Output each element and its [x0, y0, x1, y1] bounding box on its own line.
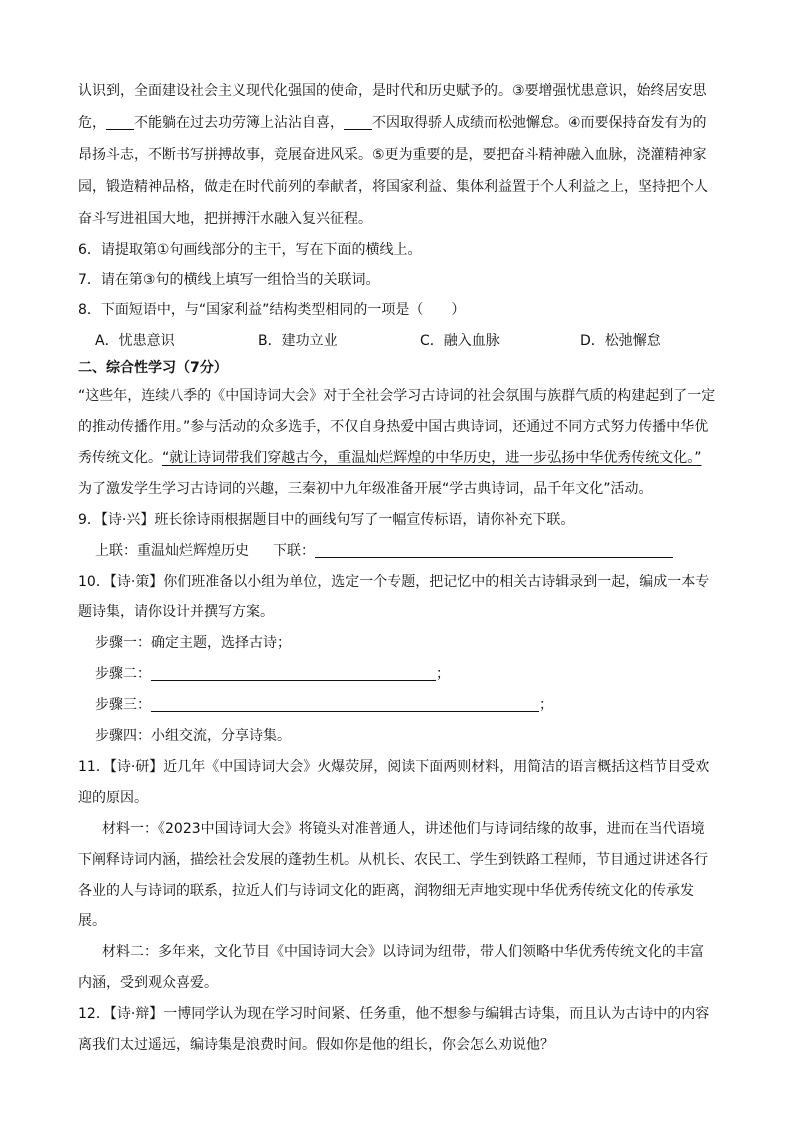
material-1-line-1: 材料一：《2023中国诗词大会》将镜头对准普通人，讲述他们与诗词结缘的故事，进而在当代语境 — [102, 821, 705, 837]
answer-blank[interactable] — [344, 115, 372, 130]
couplet-line — [95, 541, 673, 561]
step-2 — [95, 664, 450, 684]
material-2-line-1: 材料二：多年来，文化节目《中国诗词大会》以诗词为纽带，带人们领略中华优秀传统文化的丰富 — [102, 944, 704, 960]
semicolon: ； — [436, 666, 450, 682]
question-6: 6．请提取第①句画线部分的主干，写在下面的横线上。 — [78, 242, 422, 258]
material-1-line-4: 展。 — [78, 913, 106, 929]
question-7: 7．请在第③句的横线上填写一组恰当的关联词。 — [78, 272, 380, 288]
intro-line-3 — [78, 448, 702, 468]
step-2-blank[interactable] — [151, 666, 436, 681]
passage-line-5: 奋斗写进祖国大地，把拼搏汗水融入复兴征程。 — [78, 211, 372, 227]
step-3-blank[interactable] — [151, 697, 539, 712]
question-11-line-1: 11．【诗·研】近几年《中国诗词大会》火爆荧屏，阅读下面两则材料，用简洁的语言概括这档节目受欢 — [78, 759, 710, 775]
step-3-label: 步骤三： — [95, 697, 151, 713]
material-2-line-2: 内涵，受到观众喜爱。 — [78, 975, 218, 991]
passage-line-2 — [78, 113, 707, 133]
intro-line-1: “这些年，连续八季的《中国诗词大会》对于全社会学习古诗词的社会氛围与族群气质的构建起到了一定 — [78, 388, 716, 404]
option-c[interactable]: C．融入血脉 — [420, 333, 500, 349]
question-8: 8．下面短语中，与“国家利益”结构类型相同的一项是（ ） — [78, 302, 466, 318]
step-2-label: 步骤二： — [95, 666, 151, 682]
option-b[interactable]: B．建功立业 — [258, 333, 338, 349]
lower-couplet-label: 下联： — [273, 543, 315, 559]
step-3 — [95, 695, 553, 715]
intro-line-4: 为了激发学生学习古诗词的兴趣，三秦初中九年级准备开展“学古典诗词，品千年文化”活动。 — [78, 481, 653, 497]
passage-text: 危， — [78, 115, 106, 131]
passage-text: 不因取得骄人成绩而松弛懈怠。④而要保持奋发有为的 — [372, 115, 707, 131]
option-d[interactable]: D．松弛懈怠 — [580, 333, 661, 349]
semicolon: ； — [539, 697, 553, 713]
passage-text: 不能躺在过去功劳簿上沾沾自喜， — [134, 115, 344, 131]
question-11-line-2: 迎的原因。 — [78, 790, 148, 806]
material-1-line-3: 各业的人与诗词的联系，拉近人们与诗词文化的距离，润物细无声地实现中华优秀传统文化的传承发 — [78, 883, 694, 899]
section-heading: 二、综合性学习（7分） — [78, 360, 228, 376]
question-12-line-1: 12．【诗·辩】一博同学认为现在学习时间紧、任务重，他不想参与编辑古诗集，而且认为古诗中的内容 — [78, 1006, 710, 1022]
upper-couplet: 上联：重温灿烂辉煌历史 — [95, 543, 249, 559]
passage-line-1: 认识到，全面建设社会主义现代化强国的使命，是时代和历史赋予的。③要增强忧患意识，始终居安思 — [78, 83, 707, 99]
question-10-line-1: 10．【诗·策】你们班准备以小组为单位，选定一个专题，把记忆中的相关古诗辑录到一起，编成一本专 — [78, 574, 710, 590]
passage-line-4: 园，锻造精神品格，做走在时代前列的奉献者，将国家利益、集体利益置于个人利益之上，坚持把个人 — [78, 179, 708, 195]
material-1-line-2: 下阐释诗词内涵，描绘社会发展的蓬勃生机。从机长、农民工、学生到铁路工程师，节目通过讲述各行 — [78, 852, 708, 868]
question-12-line-2: 离我们太过遥远，编诗集是浪费时间。假如你是他的组长，你会怎么劝说他？ — [78, 1037, 554, 1053]
underlined-sentence: “就让诗词带我们穿越古今，重温灿烂辉煌的中华历史，进一步弘扬中华优秀传统文化。” — [162, 450, 702, 466]
answer-blank[interactable] — [106, 115, 134, 130]
step-4: 步骤四：小组交流，分享诗集。 — [95, 728, 291, 744]
question-9: 9．【诗·兴】班长徐诗雨根据题目中的画线句写了一幅宣传标语，请你补充下联。 — [78, 512, 575, 528]
step-1: 步骤一：确定主题，选择古诗； — [95, 635, 291, 651]
passage-line-3: 昂扬斗志，不断书写拼搏故事，竞展奋进风采。⑤更为重要的是，要把奋斗精神融入血脉，浇灌精神家 — [78, 147, 707, 163]
intro-line-2: 的推动传播作用。”参与活动的众多选手，不仅自身热爱中国古典诗词，还通过不同方式努力传播中华优 — [78, 419, 709, 435]
intro-text: 秀传统文化。 — [78, 450, 162, 466]
option-a[interactable]: A．忧患意识 — [95, 333, 175, 349]
question-10-line-2: 题诗集，请你设计并撰写方案。 — [78, 604, 274, 620]
lower-couplet-blank[interactable] — [315, 543, 673, 558]
